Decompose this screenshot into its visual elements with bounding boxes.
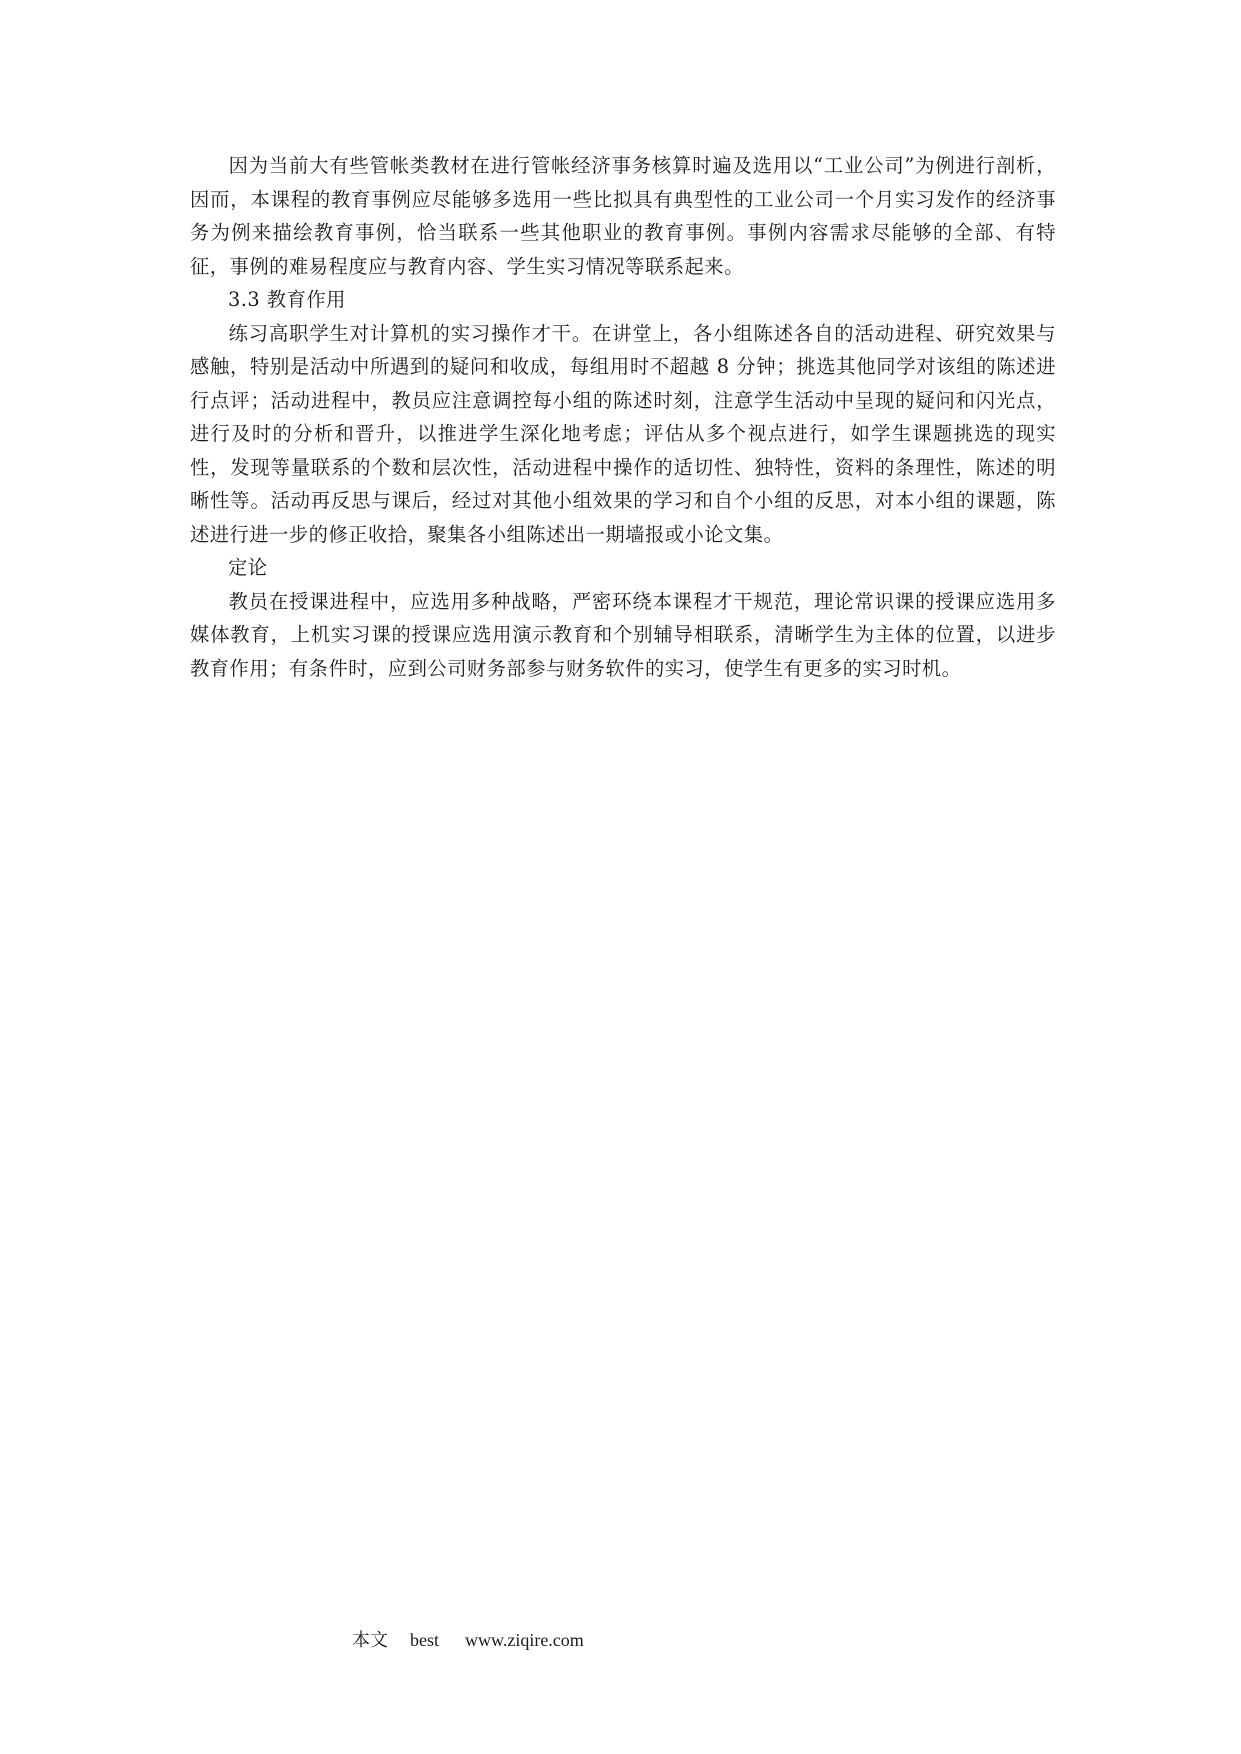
page-footer xyxy=(352,1628,584,1652)
document-body xyxy=(190,149,1056,685)
paragraph-conclusion: 教员在授课进程中，应选用多种战略，严密环绕本课程才干规范，理论常识课的授课应选用多媒体教育，上机实习课的授课应选用演示教育和个别辅导相联系，清晰学生为主体的位置，以进步教育作用；有条件时，应到公司财务部参与财务软件的实习，使学生有更多的实习时机。 xyxy=(190,589,1056,680)
paragraph-teaching-effect: 练习高职学生对计算机的实习操作才干。在讲堂上，各小组陈述各自的活动进程、研究效果与感触，特别是活动中所遇到的疑问和收成，每组用时不超越 8 分钟；挑选其他同学对该组的陈述进行点评；活动进程中，教员应注意调控每小组的陈述时刻，注意学生活动中呈现的疑问和闪光点，进行及时的分析和晋升，以推进学生深化地考虑；评估从多个视点进行，如学生课题挑选的现实性，发现等量联系的个数和层次性，活动进程中操作的适切性、独特性，资料的条理性，陈述的明晰性等。活动再反思与课后，经过对其他小组效果的学习和自个小组的反思，对本小组的课题，陈述进行进一步的修正收拾，聚集各小组陈述出一期墙报或小论文集。 xyxy=(190,321,1056,546)
footer-tag: best xyxy=(410,1630,439,1650)
footer-label: 本文 xyxy=(352,1630,388,1650)
paragraph-case-study: 因为当前大有些管帐类教材在进行管帐经济事务核算时遍及选用以“工业公司”为例进行剖析，因而，本课程的教育事例应尽能够多选用一些比拟具有典型性的工业公司一个月实习发作的经济事务为例来描绘教育事例，恰当联系一些其他职业的教育事例。事例内容需求尽能够的全部、有特征，事例的难易程度应与教育内容、学生实习情况等联系起来。 xyxy=(190,154,1056,278)
section-heading-conclusion: 定论 xyxy=(228,556,268,579)
footer-url: www.ziqire.com xyxy=(465,1630,584,1650)
section-heading-teaching-effect: 3.3 教育作用 xyxy=(228,288,346,311)
